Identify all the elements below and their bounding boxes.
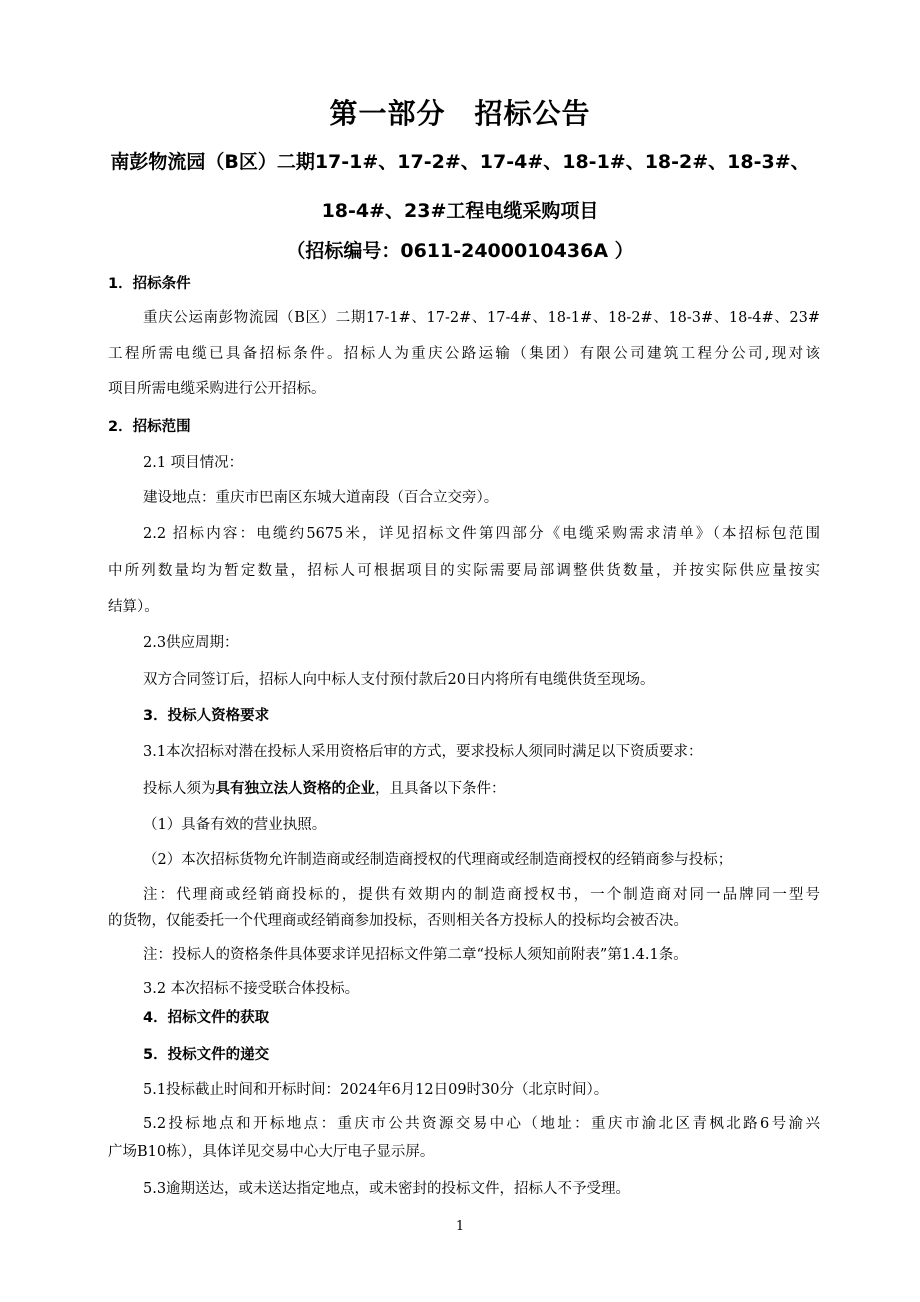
paragraph-line: 5.1投标截止时间和开标时间：2024年6月12日09时30分（北京时间）。 — [143, 1082, 609, 1098]
paragraph-line: （2）本次招标货物允许制造商或经制造商授权的代理商或经制造商授权的经销商参与投标； — [143, 852, 733, 868]
section-heading-2: 2．招标范围 — [108, 419, 191, 435]
paragraph-line: 3.2 本次招标不接受联合体投标。 — [143, 981, 360, 997]
paragraph-line: 项目所需电缆采购进行公开招标。 — [108, 381, 326, 397]
text-run: 投标人须为 — [143, 781, 216, 797]
section-heading-1: 1．招标条件 — [108, 276, 191, 292]
paragraph-line: 5.3逾期送达，或未送达指定地点，或未密封的投标文件，招标人不予受理。 — [143, 1181, 631, 1197]
paragraph-line: 中所列数量均为暂定数量，招标人可根据项目的实际需要局部调整供货数量，并按实际供应量按实 — [108, 563, 820, 579]
paragraph-line: 注：投标人的资格条件具体要求详见招标文件第二章“投标人须知前附表”第1.4.1条。 — [143, 947, 688, 963]
project-title-line1: 南彭物流园（B区）二期17-1#、17-2#、17-4#、18-1#、18-2#、18-3#、 — [110, 151, 810, 173]
bold-emphasis: 具有独立法人资格的企业 — [215, 781, 375, 797]
paragraph-line: 2.1 项目情况： — [143, 455, 244, 471]
section-heading-3: 3．投标人资格要求 — [143, 708, 270, 724]
paragraph-line: 广场B10栋），具体详见交易中心大厅电子显示屏。 — [108, 1144, 435, 1160]
page-number: 1 — [455, 1219, 465, 1234]
paragraph-line: 工程所需电缆已具备招标条件。招标人为重庆公路运输（集团）有限公司建筑工程分公司,现对该 — [108, 346, 820, 362]
section-heading-4: 4．招标文件的获取 — [143, 1010, 270, 1026]
paragraph-line: （1）具备有效的营业执照。 — [143, 817, 327, 833]
part-title: 第一部分 招标公告 — [329, 97, 591, 130]
text-run: ，且具备以下条件： — [375, 781, 506, 797]
tender-number: （招标编号：0611-2400010436A ） — [286, 240, 634, 262]
project-title-line2: 18-4#、23#工程电缆采购项目 — [321, 200, 599, 222]
paragraph-line: 注：代理商或经销商投标的，提供有效期内的制造商授权书，一个制造商对同一品牌同一型号 — [143, 887, 820, 903]
paragraph-line: 的货物，仅能委托一个代理商或经销商参加投标，否则相关各方投标人的投标均会被否决。 — [108, 913, 688, 929]
paragraph-line: 3.1本次招标对潜在投标人采用资格后审的方式，要求投标人须同时满足以下资质要求： — [143, 744, 703, 760]
paragraph-line — [143, 779, 820, 799]
paragraph-line: 5.2投标地点和开标地点：重庆市公共资源交易中心（地址：重庆市渝北区青枫北路6号渝兴 — [143, 1116, 820, 1132]
paragraph-line: 2.3供应周期： — [143, 635, 239, 651]
paragraph-line: 2.2 招标内容：电缆约5675米，详见招标文件第四部分《电缆采购需求清单》（本招标包范围 — [143, 526, 820, 542]
paragraph-line: 结算）。 — [108, 599, 159, 615]
paragraph-line: 重庆公运南彭物流园（B区）二期17-1#、17-2#、17-4#、18-1#、18-2#、18-3#、18-4#、23# — [143, 310, 820, 326]
paragraph-line: 建设地点：重庆市巴南区东城大道南段（百合立交旁）。 — [143, 490, 499, 506]
paragraph-line: 双方合同签订后，招标人向中标人支付预付款后20日内将所有电缆供货至现场。 — [143, 672, 655, 688]
section-heading-5: 5．投标文件的递交 — [143, 1047, 270, 1063]
